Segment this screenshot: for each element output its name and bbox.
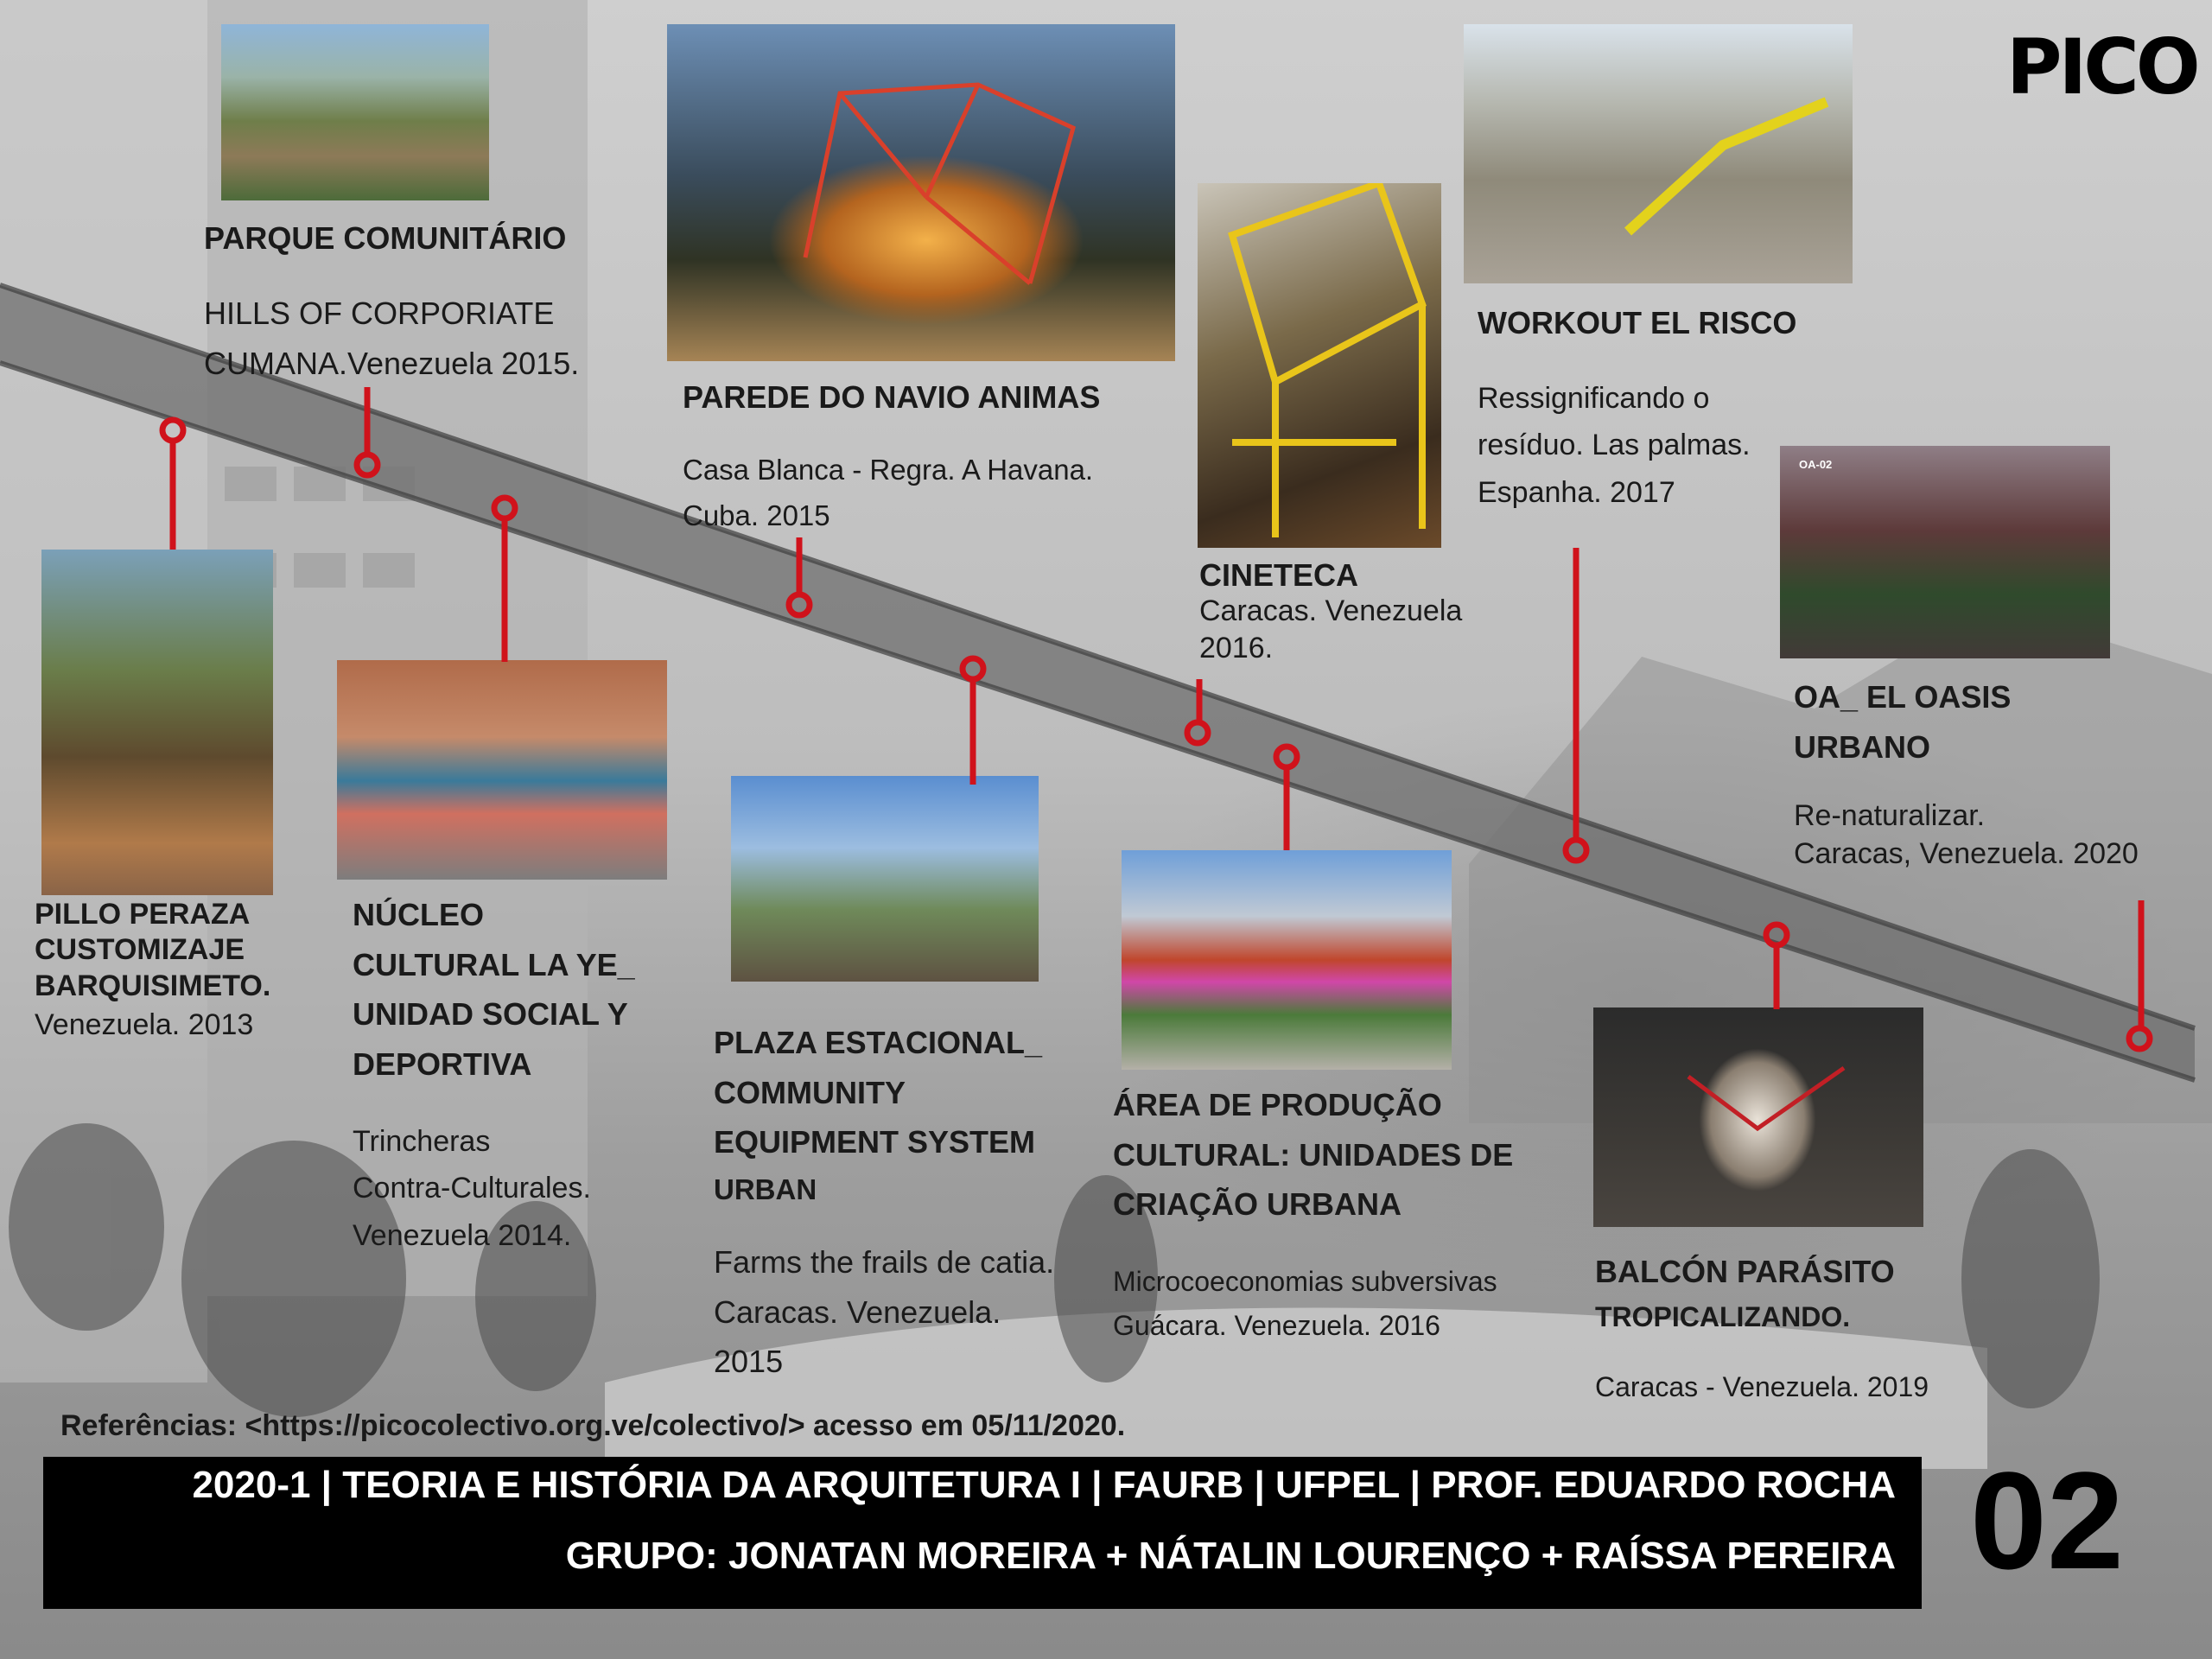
title-parque-comunitario: PARQUE COMUNITÁRIO [204, 220, 567, 256]
desc-workout: Ressignificando o resíduo. Las palmas. Espanha. 2017 [1478, 382, 1751, 509]
title-plaza-estacional: PLAZA ESTACIONAL_ COMMUNITY EQUIPMENT SYSTEM URBAN [714, 1025, 1043, 1205]
pin-plaza-estacional [963, 658, 983, 785]
footer-course-line: 2020-1 | TEORIA E HISTÓRIA DA ARQUITETURA I | FAURB | UFPEL | PROF. EDUARDO ROCHA [192, 1464, 1896, 1506]
page-number: 02 [1970, 1443, 2124, 1598]
title-parede-navio: PAREDE DO NAVIO ANIMAS [683, 379, 1101, 415]
pin-cineteca [1187, 679, 1208, 743]
desc-nucleo-cultural: Trincheras Contra-Culturales. Venezuela 2014. [353, 1125, 591, 1252]
pin-parque-comunitario [357, 387, 378, 475]
desc-pillo-peraza: Venezuela. 2013 [35, 1008, 254, 1041]
title-area-producao: ÁREA DE PRODUÇÃO CULTURAL: UNIDADES DE CRIAÇÃO URBANA [1113, 1087, 1514, 1223]
desc-oa-el-oasis: Re-naturalizar. Caracas, Venezuela. 2020 [1794, 799, 2139, 871]
title-workout: WORKOUT EL RISCO [1478, 305, 1797, 340]
pin-pillo-peraza [162, 420, 183, 550]
title-oa-el-oasis: OA_ EL OASIS URBANO [1794, 679, 2012, 765]
photo-label-oa: OA-02 [1799, 458, 1833, 471]
title-nucleo-cultural: NÚCLEO CULTURAL LA YE_ UNIDAD SOCIAL Y DEPORTIVA [353, 897, 635, 1082]
pin-balcon-parasito [1766, 925, 1787, 1009]
title-balcon-parasito: BALCÓN PARÁSITO TROPICALIZANDO. [1595, 1254, 1895, 1332]
desc-parede-navio: Casa Blanca - Regra. A Havana. Cuba. 2015 [683, 454, 1094, 531]
pin-workout [1566, 548, 1586, 861]
footer-group-line: GRUPO: JONATAN MOREIRA + NÁTALIN LOURENÇO + RAÍSSA PEREIRA [565, 1535, 1896, 1577]
pin-nucleo-cultural [494, 498, 515, 662]
desc-plaza-estacional: Farms the frails de catia. Caracas. Venezuela. 2015 [714, 1244, 1055, 1380]
desc-area-producao: Microcoeconomias subversivas Guácara. Venezuela. 2016 [1113, 1266, 1497, 1342]
references-text: Referências: <https://picocolectivo.org.ve/colectivo/> acesso em 05/11/2020. [60, 1409, 1126, 1442]
footer-bar [43, 1457, 1922, 1609]
desc-parque-comunitario: HILLS OF CORPORIATE CUMANA.Venezuela 2015. [204, 296, 580, 381]
pico-logo: PICO [2006, 22, 2197, 111]
title-pillo-peraza: PILLO PERAZA CUSTOMIZAJE BARQUISIMETO. [35, 898, 271, 1002]
title-cineteca: CINETECA [1199, 557, 1359, 593]
desc-balcon-parasito: Caracas - Venezuela. 2019 [1595, 1371, 1929, 1402]
desc-cineteca: Caracas. Venezuela 2016. [1199, 594, 1463, 664]
pin-area-producao [1276, 747, 1297, 850]
pin-oa-el-oasis [2129, 900, 2150, 1049]
pin-parede-navio [789, 537, 810, 615]
